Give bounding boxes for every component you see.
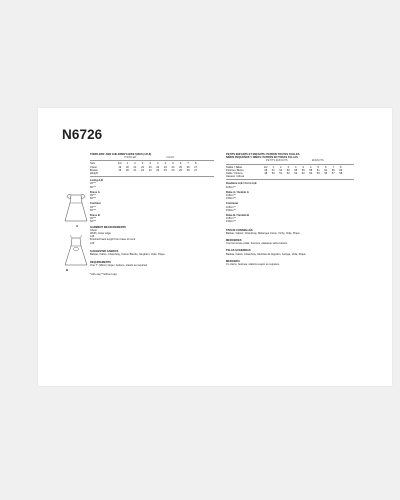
table-cell: 6: [325, 165, 327, 169]
section-line: 60"**: [90, 197, 96, 201]
table-cell: 21: [133, 165, 137, 169]
table-cell: 48: [264, 172, 268, 176]
section-line: 60"**: [90, 220, 96, 224]
table-cell: [315, 175, 323, 178]
suggested-fabrics-text: Batiste, Calico, Chambray, Cotton Blends, Gingham, Voile, Pique.: [90, 253, 166, 257]
table-cell: 1/2: [263, 165, 268, 169]
table-cell: 21: [133, 168, 137, 172]
table-cell: [154, 172, 162, 175]
section-title: Dress A: [90, 190, 100, 194]
table-cell: 8: [195, 162, 197, 166]
table-cell: 56: [324, 172, 328, 176]
table-cell: 23: [148, 165, 152, 169]
tissus-text: Batiste, Calicot, Chambray, Mélanges Coton, Vichy, Voile, Piqué.: [226, 231, 301, 235]
table-cell: [184, 172, 192, 175]
table-cell: 22: [156, 165, 160, 169]
table-cell: 4: [310, 165, 312, 169]
table-cell: 23: [148, 168, 152, 172]
garment-line: Chest: [90, 228, 97, 232]
row-label: Size: [90, 162, 96, 166]
tissus-title: TISSUS CONSEILLÉS: [226, 228, 253, 232]
table-cell: 53: [294, 172, 298, 176]
row-label: Hauteur / Altura: [226, 175, 245, 179]
group-enfants: ENFANTS: [311, 159, 324, 163]
table-cell: 27: [194, 165, 198, 169]
table-cell: 3: [302, 165, 304, 169]
table-cell: 23: [163, 168, 167, 172]
size-group-headers: [124, 156, 214, 159]
table-cell: [337, 175, 345, 178]
table-cell: 50: [271, 172, 275, 176]
section-title: Contrast: [90, 202, 101, 206]
dress-a-sketch: [65, 194, 87, 221]
table-cell: 8: [340, 165, 342, 169]
table-cell: 52: [301, 172, 305, 176]
figure-label-b: B: [66, 268, 69, 272]
group-toddler: TODDLER: [124, 156, 137, 160]
dress-b-sketch: [65, 235, 87, 265]
table-cell: 48: [264, 168, 268, 172]
table-cell: 27: [194, 168, 198, 172]
table-cell: 20: [125, 165, 129, 169]
table-cell: [270, 175, 278, 178]
table-cell: [192, 172, 200, 175]
table-cell: [139, 172, 147, 175]
section-line: 45"**: [90, 182, 96, 186]
size-row: [226, 175, 354, 178]
table-cell: [177, 172, 185, 175]
section-title: Dress B: [90, 214, 100, 218]
table-cell: 24: [171, 165, 175, 169]
size-table-right: [226, 166, 354, 179]
section-title: Contraste: [226, 202, 239, 206]
table-cell: [162, 172, 170, 175]
garment-measurements-title: GARMENT MEASUREMENTS: [90, 225, 126, 229]
section-line: 60"**: [90, 208, 96, 212]
section-title: Robe B / Vestido B: [226, 214, 250, 218]
merceries-title: MERCERIES: [226, 239, 242, 243]
metric-yardage-sections: [226, 182, 354, 223]
table-cell: 5: [317, 165, 319, 169]
table-cell: 7: [187, 162, 189, 166]
right-heading-es: NIÑOS PEQUEÑOS Y NIÑOS: PATRÓN EN TODAS TALLAS: [226, 156, 298, 160]
table-cell: [131, 172, 139, 175]
section-line: 45"**: [90, 205, 96, 209]
table-cell: 22: [156, 168, 160, 172]
row-label: Chest: [90, 165, 97, 169]
table-cell: 26: [186, 168, 190, 172]
table-cell: 6: [179, 162, 182, 166]
table-cell: 51: [271, 168, 275, 172]
table-cell: 20: [125, 168, 129, 172]
table-cell: 7: [332, 165, 334, 169]
table-cell: 2: [280, 165, 282, 169]
left-heading: TODDLERS' AND CHILDREN'S BIKE SIZES (1/2-8): [90, 153, 152, 156]
yardage-sections: [90, 179, 214, 223]
table-cell: [277, 175, 285, 178]
table-cell: 55: [316, 172, 320, 176]
telas-text: Batista, Calicó, Chambray, Mezclas de Algodón, Guinga, Voile, Piqué.: [226, 252, 307, 256]
table-cell: [292, 175, 300, 178]
table-cell: 53: [279, 168, 283, 172]
row-label: Weight: [90, 172, 99, 176]
size-row: [90, 172, 214, 175]
garment-line: A,B: [90, 235, 95, 239]
section-title: Lining A,B: [90, 179, 103, 183]
figure-label-a: A: [76, 224, 79, 228]
table-cell: 25: [179, 165, 182, 169]
section-title: Robe A / Vestido A: [226, 190, 249, 194]
row-label: Taille / Cintura: [226, 172, 243, 176]
row-label: Tailles / Tallas: [226, 165, 242, 169]
pattern-number: N6726: [62, 127, 103, 142]
table-cell: 58: [339, 172, 343, 176]
size-table: [90, 162, 214, 175]
right-heading-fr: PETITS ENFANTS ET ENFANTS: PATRON TOUTES TAILLES: [226, 153, 300, 156]
table-cell: 26: [186, 165, 190, 169]
section-line: 115cm**: [226, 194, 236, 198]
section-line: 45"**: [90, 217, 96, 221]
section-title: Doublure A,B / Forro A,B: [226, 182, 257, 186]
table-cell: 57: [331, 172, 335, 176]
table-cell: 5: [172, 162, 174, 166]
table-cell: 3: [157, 162, 159, 166]
table-cell: 3: [287, 165, 289, 169]
french-spanish-column: [226, 153, 354, 266]
table-cell: 1/2: [117, 162, 122, 166]
english-column: [90, 153, 214, 276]
table-cell: 69: [339, 168, 343, 172]
requirements-title: REQUIREMENTS: [90, 261, 111, 265]
table-cell: 4: [295, 165, 297, 169]
requirements-text: One 7" (18cm) zipper, buttons, elastic as required.: [90, 264, 148, 268]
table-cell: [330, 175, 338, 178]
table-cell: 58: [309, 168, 313, 172]
table-cell: 58: [294, 168, 298, 172]
garment-line: A,B: [90, 241, 95, 245]
table-cell: [285, 175, 293, 178]
table-cell: 2: [134, 162, 136, 166]
table-cell: [146, 172, 154, 175]
table-cell: 56: [301, 168, 305, 172]
garment-line: Width, lower edge: [90, 232, 111, 236]
section-line: 115cm**: [226, 205, 236, 209]
table-cell: 24: [171, 168, 175, 172]
merceries-text: Une fermeture éclair, boutons, élastique selon besoin.: [226, 242, 288, 246]
table-cell: 4: [164, 162, 167, 166]
garment-measurement-lines: [90, 229, 214, 245]
table-cell: [262, 175, 270, 178]
telas-title: TELAS SUGERIDAS: [226, 249, 251, 253]
divider: [226, 164, 354, 165]
table-cell: 1: [272, 165, 274, 169]
table-cell: 53: [309, 172, 313, 176]
section-line: 150cm**: [226, 197, 236, 201]
table-cell: 66: [331, 168, 335, 172]
table-cell: 56: [286, 168, 290, 172]
suggested-fabrics-title: SUGGESTED FABRICS: [90, 249, 119, 253]
table-cell: [169, 172, 177, 175]
table-cell: [322, 175, 330, 178]
section-line: 60"**: [90, 185, 96, 189]
table-cell: 19: [118, 168, 122, 172]
table-cell: 52: [286, 172, 290, 176]
table-cell: 22: [141, 165, 145, 169]
group-child: CHILD: [166, 156, 175, 160]
table-cell: 3: [141, 162, 144, 166]
row-label: Breast: [90, 168, 98, 172]
row-label: Poitrine / Busto: [226, 168, 244, 172]
section-line: 115cm**: [226, 185, 236, 189]
table-cell: [307, 175, 315, 178]
section-line: 45"**: [90, 194, 96, 198]
merceria-title: MERCERÍA: [226, 259, 240, 263]
table-cell: 51: [279, 172, 283, 176]
table-cell: [124, 172, 132, 175]
section-line: 150cm**: [226, 208, 236, 212]
section-line: 150cm**: [226, 220, 236, 224]
left-footnote: *with nap **without nap: [90, 272, 117, 276]
table-cell: [300, 175, 308, 178]
table-cell: 4: [149, 162, 151, 166]
divider: [90, 176, 214, 177]
size-group-headers-right: [266, 159, 354, 162]
table-cell: 23: [163, 165, 167, 169]
table-cell: 25: [179, 168, 182, 172]
table-cell: 19: [118, 165, 122, 169]
table-cell: 1: [126, 162, 129, 166]
table-cell: 61: [316, 168, 320, 172]
group-petits-enfants: PETITS ENFANTS: [266, 159, 288, 163]
garment-line: Finished back length from base of neck: [90, 238, 136, 242]
table-cell: [116, 172, 124, 175]
table-cell: 64: [324, 168, 328, 172]
merceria-text: Un cierre, botones, elástico según se requiera.: [226, 263, 280, 267]
section-line: 115cm**: [226, 217, 236, 221]
divider: [226, 179, 354, 180]
table-cell: 22: [141, 168, 145, 172]
